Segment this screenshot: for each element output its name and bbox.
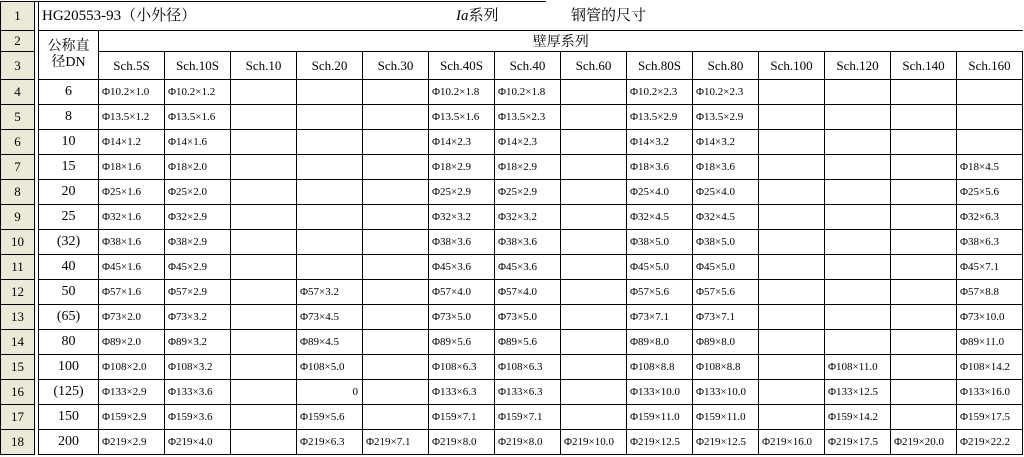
size-cell[interactable]: Φ73×5.0 <box>429 305 495 330</box>
col-header-Sch.80S[interactable]: Sch.80S <box>627 52 693 80</box>
table-row <box>1 355 1023 380</box>
empty-cell[interactable] <box>297 130 363 155</box>
row-header-4[interactable]: 4 <box>1 80 35 105</box>
table-row <box>1 230 1023 255</box>
size-cell[interactable]: Φ13.5×2.3 <box>495 105 561 130</box>
size-cell[interactable]: Φ18×4.5 <box>957 155 1023 180</box>
size-cell[interactable]: Φ32×4.5 <box>627 205 693 230</box>
table-row <box>1 330 1023 355</box>
empty-cell[interactable] <box>363 255 429 280</box>
empty-cell[interactable] <box>759 155 825 180</box>
empty-cell[interactable] <box>759 355 825 380</box>
size-cell[interactable]: Φ108×2.0 <box>99 355 165 380</box>
size-cell[interactable]: Φ45×2.9 <box>165 255 231 280</box>
size-cell[interactable]: Φ32×6.3 <box>957 205 1023 230</box>
empty-cell[interactable] <box>825 255 891 280</box>
empty-cell[interactable] <box>957 130 1023 155</box>
size-cell[interactable]: Φ219×6.3 <box>297 430 363 455</box>
empty-cell[interactable] <box>561 280 627 305</box>
size-cell[interactable]: Φ45×1.6 <box>99 255 165 280</box>
size-cell[interactable]: Φ108×8.8 <box>627 355 693 380</box>
empty-cell[interactable] <box>759 280 825 305</box>
empty-cell[interactable] <box>825 155 891 180</box>
empty-cell[interactable] <box>759 180 825 205</box>
col-header-Sch.20[interactable]: Sch.20 <box>297 52 363 80</box>
size-cell[interactable]: Φ73×7.1 <box>693 305 759 330</box>
size-cell[interactable]: Φ38×1.6 <box>99 230 165 255</box>
size-cell[interactable]: Φ219×12.5 <box>627 430 693 455</box>
empty-cell[interactable] <box>957 105 1023 130</box>
col-header-Sch.40[interactable]: Sch.40 <box>495 52 561 80</box>
empty-cell[interactable] <box>561 305 627 330</box>
size-cell[interactable]: Φ73×5.0 <box>495 305 561 330</box>
empty-cell[interactable] <box>759 305 825 330</box>
size-cell[interactable]: Φ57×1.6 <box>99 280 165 305</box>
size-cell[interactable]: Φ89×5.6 <box>429 330 495 355</box>
empty-cell[interactable] <box>363 405 429 430</box>
table-row <box>1 405 1023 430</box>
empty-cell[interactable] <box>231 230 297 255</box>
size-cell[interactable]: Φ14×2.3 <box>429 130 495 155</box>
title-cell[interactable] <box>39 2 1023 31</box>
col-header-Sch.60[interactable]: Sch.60 <box>561 52 627 80</box>
size-cell[interactable]: Φ57×3.2 <box>297 280 363 305</box>
size-cell[interactable]: Φ13.5×2.9 <box>693 105 759 130</box>
size-cell[interactable]: Φ14×2.3 <box>495 130 561 155</box>
size-cell[interactable]: Φ133×12.5 <box>825 380 891 405</box>
empty-cell[interactable] <box>297 105 363 130</box>
empty-cell[interactable] <box>759 230 825 255</box>
size-cell[interactable]: Φ133×16.0 <box>957 380 1023 405</box>
empty-cell[interactable] <box>363 330 429 355</box>
empty-cell[interactable] <box>561 405 627 430</box>
size-cell[interactable]: Φ25×2.9 <box>495 180 561 205</box>
table-row <box>1 380 1023 405</box>
size-cell[interactable]: Φ89×8.0 <box>693 330 759 355</box>
size-cell[interactable]: Φ18×3.6 <box>627 155 693 180</box>
col-header-Sch.100[interactable]: Sch.100 <box>759 52 825 80</box>
size-cell[interactable]: Φ133×2.9 <box>99 380 165 405</box>
empty-cell[interactable] <box>231 255 297 280</box>
empty-cell[interactable] <box>891 405 957 430</box>
wall-header-row <box>1 31 1023 52</box>
empty-cell[interactable] <box>297 180 363 205</box>
empty-cell[interactable] <box>825 205 891 230</box>
table-row <box>1 80 1023 105</box>
title-inner <box>39 2 1023 30</box>
empty-cell[interactable] <box>231 205 297 230</box>
empty-cell[interactable] <box>891 330 957 355</box>
size-cell[interactable]: Φ45×3.6 <box>429 255 495 280</box>
empty-cell[interactable] <box>297 230 363 255</box>
size-cell[interactable]: Φ159×2.9 <box>99 405 165 430</box>
table-row <box>1 155 1023 180</box>
size-cell[interactable]: Φ219×8.0 <box>429 430 495 455</box>
row-header-3[interactable]: 3 <box>1 52 35 80</box>
empty-cell[interactable] <box>363 180 429 205</box>
empty-cell[interactable] <box>825 130 891 155</box>
dn-cell[interactable]: 8 <box>39 105 99 130</box>
size-cell[interactable]: Φ10.2×1.8 <box>495 80 561 105</box>
empty-cell[interactable] <box>759 80 825 105</box>
size-cell[interactable]: Φ133×10.0 <box>627 380 693 405</box>
size-cell[interactable]: Φ38×5.0 <box>693 230 759 255</box>
size-cell[interactable]: Φ18×2.9 <box>495 155 561 180</box>
empty-cell[interactable] <box>231 280 297 305</box>
size-cell[interactable]: Φ38×3.6 <box>495 230 561 255</box>
size-cell[interactable]: Φ219×20.0 <box>891 430 957 455</box>
size-cell[interactable]: Φ32×2.9 <box>165 205 231 230</box>
empty-cell[interactable] <box>825 230 891 255</box>
empty-cell[interactable] <box>297 155 363 180</box>
col-header-Sch.120[interactable]: Sch.120 <box>825 52 891 80</box>
size-cell[interactable]: Φ32×1.6 <box>99 205 165 230</box>
size-cell[interactable]: Φ89×5.6 <box>495 330 561 355</box>
series-italic: Ia <box>456 8 469 24</box>
size-cell[interactable]: Φ45×3.6 <box>495 255 561 280</box>
size-cell[interactable]: Φ32×3.2 <box>495 205 561 230</box>
size-cell[interactable]: Φ219×2.9 <box>99 430 165 455</box>
dn-cell[interactable]: 6 <box>39 80 99 105</box>
col-header-Sch.40S[interactable]: Sch.40S <box>429 52 495 80</box>
border-mask <box>546 0 1024 4</box>
empty-cell[interactable] <box>231 130 297 155</box>
size-cell[interactable]: Φ25×4.0 <box>627 180 693 205</box>
row-header-5[interactable]: 5 <box>1 105 35 130</box>
size-cell[interactable]: Φ25×1.6 <box>99 180 165 205</box>
table-row <box>1 130 1023 155</box>
size-cell[interactable]: Φ57×2.9 <box>165 280 231 305</box>
empty-cell[interactable] <box>825 330 891 355</box>
size-cell[interactable]: Φ108×6.3 <box>429 355 495 380</box>
size-cell[interactable]: Φ14×3.2 <box>693 130 759 155</box>
empty-cell[interactable] <box>891 355 957 380</box>
size-cell[interactable]: Φ89×3.2 <box>165 330 231 355</box>
dn-cell[interactable]: (65) <box>39 305 99 330</box>
size-cell[interactable]: Φ159×7.1 <box>495 405 561 430</box>
size-cell[interactable]: Φ219×4.0 <box>165 430 231 455</box>
empty-cell[interactable] <box>561 255 627 280</box>
size-cell[interactable]: Φ32×4.5 <box>693 205 759 230</box>
empty-cell[interactable] <box>297 255 363 280</box>
empty-cell[interactable] <box>231 155 297 180</box>
size-cell[interactable]: Φ133×10.0 <box>693 380 759 405</box>
size-cell[interactable]: Φ73×2.0 <box>99 305 165 330</box>
dn-cell[interactable]: (125) <box>39 380 99 405</box>
size-cell[interactable]: Φ73×4.5 <box>297 305 363 330</box>
empty-cell[interactable] <box>363 280 429 305</box>
dn-cell[interactable]: 100 <box>39 355 99 380</box>
empty-cell[interactable] <box>891 180 957 205</box>
row-header-1[interactable]: 1 <box>1 2 35 31</box>
empty-cell[interactable] <box>891 130 957 155</box>
empty-cell[interactable] <box>231 380 297 405</box>
empty-cell[interactable] <box>561 155 627 180</box>
empty-cell[interactable] <box>891 255 957 280</box>
empty-cell[interactable] <box>231 330 297 355</box>
dn-column-header[interactable] <box>39 31 99 80</box>
size-cell[interactable]: Φ18×3.6 <box>693 155 759 180</box>
row-header-10[interactable]: 10 <box>1 230 35 255</box>
empty-cell[interactable] <box>891 205 957 230</box>
size-cell[interactable]: Φ10.2×1.2 <box>165 80 231 105</box>
row-header-14[interactable]: 14 <box>1 330 35 355</box>
row-header-13[interactable]: 13 <box>1 305 35 330</box>
size-cell[interactable]: Φ10.2×2.3 <box>627 80 693 105</box>
size-cell[interactable]: Φ89×8.0 <box>627 330 693 355</box>
size-cell[interactable]: Φ57×8.8 <box>957 280 1023 305</box>
size-cell[interactable]: Φ10.2×2.3 <box>693 80 759 105</box>
size-cell[interactable]: 0 <box>297 380 363 405</box>
size-cell[interactable]: Φ219×7.1 <box>363 430 429 455</box>
size-cell[interactable]: Φ45×7.1 <box>957 255 1023 280</box>
empty-cell[interactable] <box>759 205 825 230</box>
size-cell[interactable]: Φ25×4.0 <box>693 180 759 205</box>
empty-cell[interactable] <box>231 180 297 205</box>
size-cell[interactable]: Φ108×5.0 <box>297 355 363 380</box>
size-cell[interactable]: Φ89×11.0 <box>957 330 1023 355</box>
row-header-7[interactable]: 7 <box>1 155 35 180</box>
size-cell[interactable]: Φ14×3.2 <box>627 130 693 155</box>
size-cell[interactable]: Φ108×3.2 <box>165 355 231 380</box>
empty-cell[interactable] <box>825 105 891 130</box>
size-cell[interactable]: Φ159×7.1 <box>429 405 495 430</box>
size-cell[interactable]: Φ159×3.6 <box>165 405 231 430</box>
size-cell[interactable]: Φ25×2.0 <box>165 180 231 205</box>
row-header-18[interactable]: 18 <box>1 430 35 455</box>
empty-cell[interactable] <box>825 305 891 330</box>
empty-cell[interactable] <box>561 230 627 255</box>
size-cell[interactable]: Φ14×1.2 <box>99 130 165 155</box>
dn-cell[interactable]: 80 <box>39 330 99 355</box>
size-cell[interactable]: Φ13.5×1.6 <box>429 105 495 130</box>
size-cell[interactable]: Φ219×12.5 <box>693 430 759 455</box>
empty-cell[interactable] <box>561 180 627 205</box>
size-cell[interactable]: Φ108×6.3 <box>495 355 561 380</box>
row-header-6[interactable]: 6 <box>1 130 35 155</box>
size-cell[interactable]: Φ32×3.2 <box>429 205 495 230</box>
size-cell[interactable]: Φ38×3.6 <box>429 230 495 255</box>
row-header-17[interactable]: 17 <box>1 405 35 430</box>
table-row <box>1 280 1023 305</box>
dn-cell[interactable]: 20 <box>39 180 99 205</box>
empty-cell[interactable] <box>561 80 627 105</box>
empty-cell[interactable] <box>891 80 957 105</box>
size-cell[interactable]: Φ25×5.6 <box>957 180 1023 205</box>
col-header-Sch.10[interactable]: Sch.10 <box>231 52 297 80</box>
table-row <box>1 180 1023 205</box>
empty-cell[interactable] <box>759 330 825 355</box>
empty-cell[interactable] <box>891 155 957 180</box>
empty-cell[interactable] <box>561 105 627 130</box>
empty-cell[interactable] <box>825 180 891 205</box>
title-row <box>1 2 1023 31</box>
empty-cell[interactable] <box>825 280 891 305</box>
empty-cell[interactable] <box>891 380 957 405</box>
size-cell[interactable]: Φ38×6.3 <box>957 230 1023 255</box>
size-cell[interactable]: Φ25×2.9 <box>429 180 495 205</box>
empty-cell[interactable] <box>297 205 363 230</box>
size-cell[interactable]: Φ38×5.0 <box>627 230 693 255</box>
size-cell[interactable]: Φ73×3.2 <box>165 305 231 330</box>
dn-cell[interactable]: 50 <box>39 280 99 305</box>
dn-cell[interactable]: 200 <box>39 430 99 455</box>
size-cell[interactable]: Φ13.5×1.2 <box>99 105 165 130</box>
empty-cell[interactable] <box>561 355 627 380</box>
size-cell[interactable]: Φ108×8.8 <box>693 355 759 380</box>
row-header-16[interactable]: 16 <box>1 380 35 405</box>
empty-cell[interactable] <box>561 380 627 405</box>
size-cell[interactable]: Φ108×11.0 <box>825 355 891 380</box>
table-row <box>1 205 1023 230</box>
table-row <box>1 105 1023 130</box>
col-header-Sch.30[interactable]: Sch.30 <box>363 52 429 80</box>
empty-cell[interactable] <box>363 130 429 155</box>
empty-cell[interactable] <box>363 380 429 405</box>
size-cell[interactable]: Φ159×17.5 <box>957 405 1023 430</box>
size-cell[interactable]: Φ57×4.0 <box>495 280 561 305</box>
size-cell[interactable]: Φ219×8.0 <box>495 430 561 455</box>
size-cell[interactable]: Φ89×2.0 <box>99 330 165 355</box>
size-cell[interactable]: Φ159×5.6 <box>297 405 363 430</box>
gutter <box>35 52 39 80</box>
empty-cell[interactable] <box>231 405 297 430</box>
row-header-8[interactable]: 8 <box>1 180 35 205</box>
row-header-2[interactable]: 2 <box>1 31 35 52</box>
size-cell[interactable]: Φ45×5.0 <box>693 255 759 280</box>
empty-cell[interactable] <box>363 155 429 180</box>
size-cell[interactable]: Φ57×5.6 <box>693 280 759 305</box>
size-cell[interactable]: Φ18×2.9 <box>429 155 495 180</box>
empty-cell[interactable] <box>561 205 627 230</box>
empty-cell[interactable] <box>759 130 825 155</box>
empty-cell[interactable] <box>891 230 957 255</box>
size-cell[interactable]: Φ219×10.0 <box>561 430 627 455</box>
empty-cell[interactable] <box>891 280 957 305</box>
size-cell[interactable]: Φ159×11.0 <box>627 405 693 430</box>
dn-cell[interactable]: (32) <box>39 230 99 255</box>
size-cell[interactable]: Φ10.2×1.0 <box>99 80 165 105</box>
dn-cell[interactable]: 150 <box>39 405 99 430</box>
size-cell[interactable]: Φ57×4.0 <box>429 280 495 305</box>
row-header-12[interactable]: 12 <box>1 280 35 305</box>
empty-cell[interactable] <box>759 105 825 130</box>
size-cell[interactable]: Φ13.5×1.6 <box>165 105 231 130</box>
series-label <box>456 2 499 30</box>
size-cell[interactable]: Φ219×16.0 <box>759 430 825 455</box>
empty-cell[interactable] <box>363 80 429 105</box>
size-cell[interactable]: Φ57×5.6 <box>627 280 693 305</box>
dn-header-line1: 公称直 <box>47 39 90 54</box>
col-header-Sch.5S[interactable]: Sch.5S <box>99 52 165 80</box>
empty-cell[interactable] <box>759 255 825 280</box>
empty-cell[interactable] <box>231 305 297 330</box>
dn-cell[interactable]: 15 <box>39 155 99 180</box>
size-cell[interactable]: Φ73×7.1 <box>627 305 693 330</box>
size-cell[interactable]: Φ133×3.6 <box>165 380 231 405</box>
empty-cell[interactable] <box>759 380 825 405</box>
size-cell[interactable]: Φ108×14.2 <box>957 355 1023 380</box>
wall-series-header[interactable]: 壁厚系列 <box>99 31 1023 52</box>
size-cell[interactable]: Φ14×1.6 <box>165 130 231 155</box>
size-cell[interactable]: Φ133×6.3 <box>495 380 561 405</box>
col-header-Sch.160[interactable]: Sch.160 <box>957 52 1023 80</box>
row-header-11[interactable]: 11 <box>1 255 35 280</box>
empty-cell[interactable] <box>561 130 627 155</box>
empty-cell[interactable] <box>231 105 297 130</box>
size-cell[interactable]: Φ219×17.5 <box>825 430 891 455</box>
empty-cell[interactable] <box>231 430 297 455</box>
standard-title: HG20553-93（小外径） <box>42 8 197 24</box>
series-suffix: 系列 <box>468 8 499 24</box>
empty-cell[interactable] <box>363 230 429 255</box>
size-cell[interactable]: Φ18×1.6 <box>99 155 165 180</box>
empty-cell[interactable] <box>363 305 429 330</box>
dn-header-line2: 径DN <box>51 55 86 70</box>
table-row <box>1 430 1023 455</box>
size-cell[interactable]: Φ159×11.0 <box>693 405 759 430</box>
size-cell[interactable]: Φ10.2×1.8 <box>429 80 495 105</box>
empty-cell[interactable] <box>561 330 627 355</box>
size-cell[interactable]: Φ159×14.2 <box>825 405 891 430</box>
subtitle: 钢管的尺寸 <box>571 8 647 24</box>
empty-cell[interactable] <box>825 80 891 105</box>
size-cell[interactable]: Φ89×4.5 <box>297 330 363 355</box>
empty-cell[interactable] <box>759 405 825 430</box>
empty-cell[interactable] <box>231 80 297 105</box>
size-cell[interactable]: Φ219×22.2 <box>957 430 1023 455</box>
empty-cell[interactable] <box>363 105 429 130</box>
col-header-Sch.80[interactable]: Sch.80 <box>693 52 759 80</box>
pipe-size-table <box>0 1 1023 455</box>
empty-cell[interactable] <box>891 305 957 330</box>
dn-cell[interactable]: 40 <box>39 255 99 280</box>
size-cell[interactable]: Φ13.5×2.9 <box>627 105 693 130</box>
size-cell[interactable]: Φ73×10.0 <box>957 305 1023 330</box>
size-cell[interactable]: Φ133×6.3 <box>429 380 495 405</box>
size-cell[interactable]: Φ38×2.9 <box>165 230 231 255</box>
col-header-Sch.140[interactable]: Sch.140 <box>891 52 957 80</box>
size-cell[interactable]: Φ45×5.0 <box>627 255 693 280</box>
dn-cell[interactable]: 10 <box>39 130 99 155</box>
table-row <box>1 255 1023 280</box>
col-header-Sch.10S[interactable]: Sch.10S <box>165 52 231 80</box>
empty-cell[interactable] <box>297 80 363 105</box>
row-header-9[interactable]: 9 <box>1 205 35 230</box>
empty-cell[interactable] <box>891 105 957 130</box>
size-cell[interactable]: Φ18×2.0 <box>165 155 231 180</box>
empty-cell[interactable] <box>363 205 429 230</box>
dn-cell[interactable]: 25 <box>39 205 99 230</box>
sch-header-row <box>1 52 1023 80</box>
table-row <box>1 305 1023 330</box>
row-header-15[interactable]: 15 <box>1 355 35 380</box>
empty-cell[interactable] <box>957 80 1023 105</box>
empty-cell[interactable] <box>231 355 297 380</box>
empty-cell[interactable] <box>363 355 429 380</box>
